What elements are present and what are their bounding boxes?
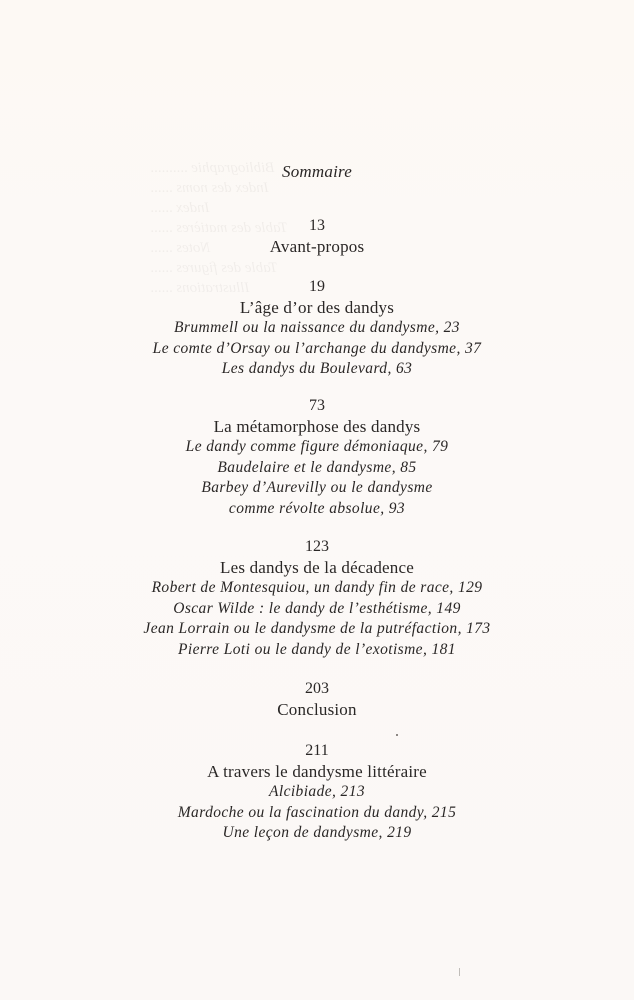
section-page-number: 123 (305, 538, 329, 555)
toc-entry: Jean Lorrain ou le dandysme de la putréfaction, 173 (143, 620, 491, 637)
section-page-number: 203 (305, 680, 329, 697)
toc-section-metamorphose (0, 396, 634, 519)
section-title: La métamorphose des dandys (213, 417, 421, 436)
toc-entry: Le comte d’Orsay ou l’archange du dandysme, 37 (152, 339, 482, 357)
toc-entry: Barbey d’Aurevilly ou le dandysme (201, 479, 433, 496)
toc-entry: Pierre Loti ou le dandy de l’exotisme, 181 (178, 640, 456, 658)
section-title: L’âge d’or des dandys (239, 298, 395, 317)
toc-section-dandysme-litteraire (0, 741, 634, 844)
toc-section-age-d-or (0, 277, 634, 380)
section-page-number: 19 (309, 278, 325, 295)
toc-entry: Mardoche ou la fascination du dandy, 215 (177, 803, 457, 821)
toc-entry: Les dandys du Boulevard, 63 (221, 360, 413, 377)
toc-section-conclusion (0, 679, 634, 720)
toc-entry: Alcibiade, 213 (269, 783, 365, 800)
table-of-contents-title: Sommaire (282, 162, 352, 181)
toc-entry: Oscar Wilde : le dandy de l’esthétisme, 149 (173, 599, 461, 617)
paper-speck (396, 734, 398, 736)
toc-entry: Robert de Montesquiou, un dandy fin de race, 129 (151, 579, 483, 596)
section-page-number: 211 (305, 742, 329, 759)
toc-entry-continued: comme révolte absolue, 93 (228, 499, 406, 517)
paper-speck (459, 968, 460, 976)
toc-entry: Le dandy comme figure démoniaque, 79 (185, 438, 449, 455)
toc-entry: Brummell ou la naissance du dandysme, 23 (174, 319, 460, 336)
toc-entry: Baudelaire et le dandysme, 85 (217, 458, 417, 476)
toc-section-decadence (0, 537, 634, 660)
section-title: Conclusion (277, 700, 357, 719)
section-title: A travers le dandysme littéraire (207, 762, 427, 781)
section-page-number: 13 (309, 217, 325, 234)
toc-section-avant-propos (0, 216, 634, 257)
section-page-number: 73 (309, 397, 325, 414)
toc-entry: Une leçon de dandysme, 219 (222, 824, 412, 841)
section-title: Les dandys de la décadence (220, 558, 414, 577)
section-title: Avant-propos (269, 237, 365, 256)
